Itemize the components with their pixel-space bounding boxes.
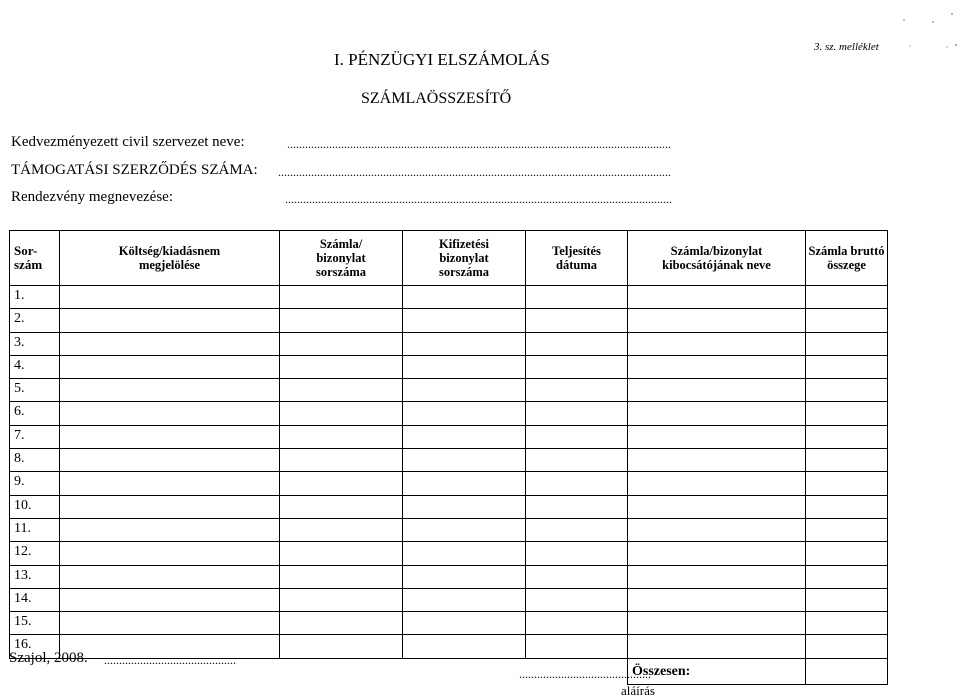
table-cell[interactable]: [403, 286, 526, 309]
event-name-field[interactable]: .................................................................................................................................: [285, 192, 672, 206]
beneficiary-name-label: Kedvezményezett civil szervezet neve:: [11, 134, 245, 150]
total-label: Összesen:: [628, 658, 806, 684]
table-row: [10, 612, 888, 635]
table-cell[interactable]: [526, 518, 628, 541]
table-cell[interactable]: [526, 402, 628, 425]
signature-field[interactable]: ............................................: [519, 667, 651, 681]
table-cell[interactable]: [806, 612, 888, 635]
table-cell[interactable]: [403, 402, 526, 425]
table-row: [10, 286, 888, 309]
table-cell[interactable]: [280, 565, 403, 588]
table-cell[interactable]: [403, 565, 526, 588]
table-cell[interactable]: [526, 565, 628, 588]
table-row: [10, 355, 888, 378]
table-cell[interactable]: [806, 495, 888, 518]
table-cell[interactable]: [280, 286, 403, 309]
table-cell[interactable]: [280, 518, 403, 541]
table-row: [10, 588, 888, 611]
table-cell[interactable]: [628, 612, 806, 635]
table-cell[interactable]: [806, 542, 888, 565]
invoice-summary-table: [9, 230, 888, 685]
contract-number-field[interactable]: ...................................................................................................................................: [278, 165, 671, 179]
event-name-label: Rendezvény megnevezése:: [11, 189, 174, 205]
table-cell[interactable]: [526, 379, 628, 402]
table-cell[interactable]: [60, 402, 280, 425]
row-number: 11.: [10, 518, 60, 541]
table-cell[interactable]: [806, 635, 888, 658]
table-cell[interactable]: [403, 588, 526, 611]
table-cell[interactable]: [60, 379, 280, 402]
row-number: 6.: [10, 402, 60, 425]
table-cell[interactable]: [526, 542, 628, 565]
table-cell[interactable]: [280, 449, 403, 472]
row-number: 14.: [10, 588, 60, 611]
table-row: [10, 379, 888, 402]
table-cell[interactable]: [403, 542, 526, 565]
table-cell[interactable]: [403, 612, 526, 635]
table-cell[interactable]: [806, 425, 888, 448]
table-cell[interactable]: [628, 565, 806, 588]
table-cell[interactable]: [526, 309, 628, 332]
header-gross-amount: Számla bruttó összege: [806, 231, 888, 286]
table-cell[interactable]: [628, 449, 806, 472]
table-row: [10, 565, 888, 588]
table-cell[interactable]: [280, 542, 403, 565]
table-cell[interactable]: [526, 355, 628, 378]
annex-label: 3. sz. melléklet: [814, 41, 879, 53]
table-cell[interactable]: [403, 472, 526, 495]
table-cell[interactable]: [280, 379, 403, 402]
row-number: 2.: [10, 309, 60, 332]
table-cell[interactable]: [806, 332, 888, 355]
document-title: I. PÉNZÜGYI ELSZÁMOLÁS: [334, 50, 550, 69]
table-cell[interactable]: [60, 495, 280, 518]
table-cell[interactable]: [403, 332, 526, 355]
table-cell[interactable]: [60, 612, 280, 635]
table-cell[interactable]: [403, 425, 526, 448]
table-cell[interactable]: [628, 355, 806, 378]
table-cell[interactable]: [806, 472, 888, 495]
beneficiary-name-field[interactable]: ................................................................................................................................: [287, 137, 671, 151]
table-cell[interactable]: [628, 425, 806, 448]
table-cell[interactable]: [806, 379, 888, 402]
table-cell[interactable]: [60, 565, 280, 588]
row-number: 15.: [10, 612, 60, 635]
table-cell[interactable]: [526, 472, 628, 495]
table-cell[interactable]: [60, 449, 280, 472]
table-cell[interactable]: [60, 286, 280, 309]
table-cell[interactable]: [60, 472, 280, 495]
scan-specks-decoration: [900, 0, 960, 60]
header-row-number: Sor- szám: [10, 231, 60, 286]
table-cell[interactable]: [60, 355, 280, 378]
table-row: [10, 425, 888, 448]
table-cell[interactable]: [628, 518, 806, 541]
table-cell[interactable]: [403, 309, 526, 332]
table-cell[interactable]: [628, 542, 806, 565]
row-number: 7.: [10, 425, 60, 448]
table-row: [10, 518, 888, 541]
table-cell[interactable]: [60, 309, 280, 332]
table-cell[interactable]: [280, 612, 403, 635]
table-cell[interactable]: [280, 309, 403, 332]
table-cell[interactable]: [280, 495, 403, 518]
row-number: 8.: [10, 449, 60, 472]
header-issuer-name: Számla/bizonylat kibocsátójának neve: [628, 231, 806, 286]
row-number: 3.: [10, 332, 60, 355]
table-cell[interactable]: [628, 332, 806, 355]
signature-label: aláírás: [621, 683, 655, 698]
table-row: [10, 472, 888, 495]
header-cost-type: Költség/kiadásnem megjelölése: [60, 231, 280, 286]
table-row: [10, 542, 888, 565]
table-cell[interactable]: [60, 425, 280, 448]
table-cell[interactable]: [628, 635, 806, 658]
table-cell[interactable]: [628, 379, 806, 402]
table-cell[interactable]: [526, 449, 628, 472]
table-cell[interactable]: [280, 402, 403, 425]
table-cell[interactable]: [60, 332, 280, 355]
table-cell[interactable]: [628, 309, 806, 332]
table-cell[interactable]: [60, 542, 280, 565]
table-cell[interactable]: [403, 379, 526, 402]
table-row: [10, 495, 888, 518]
row-number: 16.: [10, 635, 60, 658]
table-cell[interactable]: [526, 495, 628, 518]
table-cell[interactable]: [280, 588, 403, 611]
table-row: [10, 332, 888, 355]
table-cell[interactable]: [806, 355, 888, 378]
table-cell[interactable]: [526, 588, 628, 611]
table-cell[interactable]: [628, 402, 806, 425]
header-invoice-number: Számla/ bizonylat sorszáma: [280, 231, 403, 286]
table-cell[interactable]: [403, 518, 526, 541]
table-cell[interactable]: [60, 588, 280, 611]
table-cell[interactable]: [403, 495, 526, 518]
table-cell[interactable]: [526, 425, 628, 448]
row-number: 1.: [10, 286, 60, 309]
header-completion-date: Teljesítés dátuma: [526, 231, 628, 286]
table-cell[interactable]: [403, 635, 526, 658]
header-payment-number: Kifizetési bizonylat sorszáma: [403, 231, 526, 286]
table-cell[interactable]: [806, 286, 888, 309]
table-row: [10, 402, 888, 425]
table-cell[interactable]: [526, 286, 628, 309]
table-row: [10, 449, 888, 472]
table-cell[interactable]: [806, 565, 888, 588]
table-cell[interactable]: [403, 355, 526, 378]
table-row: [10, 309, 888, 332]
table-cell[interactable]: [806, 449, 888, 472]
table-cell[interactable]: [628, 588, 806, 611]
row-number: 12.: [10, 542, 60, 565]
table-cell[interactable]: [526, 612, 628, 635]
table-cell[interactable]: [403, 449, 526, 472]
row-number: 4.: [10, 355, 60, 378]
row-number: 5.: [10, 379, 60, 402]
table-cell[interactable]: [806, 518, 888, 541]
total-amount-cell[interactable]: [806, 658, 888, 684]
date-field[interactable]: ............................................: [104, 653, 236, 667]
table-cell[interactable]: [628, 286, 806, 309]
document-subtitle: SZÁMLAÖSSZESÍTŐ: [361, 90, 512, 107]
table-cell[interactable]: [526, 332, 628, 355]
row-number: 9.: [10, 472, 60, 495]
table-cell[interactable]: [60, 518, 280, 541]
table-cell[interactable]: [280, 635, 403, 658]
table-cell[interactable]: [628, 495, 806, 518]
table-cell[interactable]: [280, 332, 403, 355]
table-cell[interactable]: [280, 472, 403, 495]
row-number: 10.: [10, 495, 60, 518]
table-cell[interactable]: [806, 309, 888, 332]
table-cell[interactable]: [280, 355, 403, 378]
contract-number-label: TÁMOGATÁSI SZERZŐDÉS SZÁMA:: [11, 162, 258, 178]
table-cell[interactable]: [806, 588, 888, 611]
table-header-row: [10, 231, 888, 286]
row-number: 13.: [10, 565, 60, 588]
table-cell[interactable]: [628, 472, 806, 495]
table-cell[interactable]: [526, 635, 628, 658]
table-cell[interactable]: [806, 402, 888, 425]
place-date-label: Szajol, 2008.: [9, 650, 88, 666]
table-cell[interactable]: [280, 425, 403, 448]
